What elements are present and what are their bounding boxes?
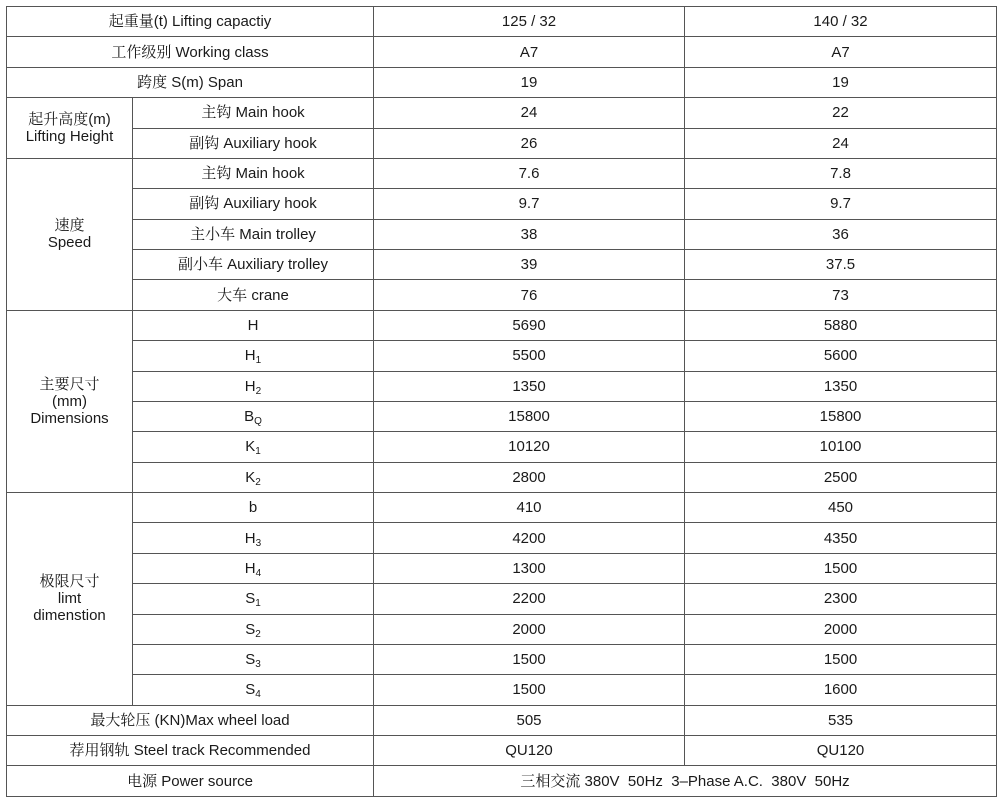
table-row — [7, 98, 997, 128]
table-row — [7, 189, 997, 219]
symbol: K — [245, 468, 256, 486]
table-row — [7, 341, 997, 371]
model-2-lifting-capacity: 140 / 32 — [685, 7, 997, 37]
table-row — [7, 67, 997, 97]
lifting-height-group-label — [7, 98, 133, 159]
table-cell: 2200 — [374, 584, 685, 614]
table-cell: QU120 — [685, 736, 997, 766]
working-class-label: 工作级别 Working class — [7, 37, 374, 67]
symbol-label — [133, 401, 374, 431]
table-cell: 5600 — [685, 341, 997, 371]
limit-dimension-group-label — [7, 493, 133, 706]
table-cell: 73 — [685, 280, 997, 310]
symbol-label — [133, 493, 374, 523]
table-row — [7, 584, 997, 614]
symbol-subscript: 2 — [255, 476, 261, 488]
table-cell: A7 — [685, 37, 997, 67]
span-label: 跨度 S(m) Span — [7, 67, 374, 97]
table-row — [7, 644, 997, 674]
table-row — [7, 371, 997, 401]
table-cell: 19 — [374, 67, 685, 97]
table-cell: 37.5 — [685, 250, 997, 280]
group-label-en: dimenstion — [33, 607, 106, 625]
table-row — [7, 705, 997, 735]
table-cell: 5880 — [685, 310, 997, 340]
table-cell: 1500 — [685, 553, 997, 583]
table-cell: 1350 — [685, 371, 997, 401]
table-cell: 9.7 — [685, 189, 997, 219]
symbol-subscript: 1 — [255, 446, 261, 458]
table-row — [7, 675, 997, 705]
model-1-lifting-capacity: 125 / 32 — [374, 7, 685, 37]
symbol: K — [245, 438, 256, 456]
table-row — [7, 37, 997, 67]
group-label-en: Speed — [47, 234, 92, 252]
table-row — [7, 128, 997, 158]
symbol-label — [133, 584, 374, 614]
table-row — [7, 766, 997, 797]
symbol-subscript: 3 — [255, 659, 261, 671]
table-row — [7, 280, 997, 310]
table-row — [7, 493, 997, 523]
symbol-label — [133, 644, 374, 674]
power-source-value: 三相交流 380V 50Hz 3–Phase A.C. 380V 50Hz — [374, 766, 997, 797]
row-label: 副钩 Auxiliary hook — [133, 189, 374, 219]
table-cell: 7.8 — [685, 158, 997, 188]
symbol-label — [133, 341, 374, 371]
table-row — [7, 250, 997, 280]
symbol: B — [244, 408, 255, 426]
table-cell: 1500 — [374, 644, 685, 674]
table-row — [7, 432, 997, 462]
row-label: 大车 crane — [133, 280, 374, 310]
symbol-label — [133, 310, 374, 340]
table-cell: 26 — [374, 128, 685, 158]
table-row — [7, 523, 997, 553]
table-cell: 39 — [374, 250, 685, 280]
table-cell: 4350 — [685, 523, 997, 553]
row-label: 主小车 Main trolley — [133, 219, 374, 249]
table-row — [7, 7, 997, 37]
table-cell: A7 — [374, 37, 685, 67]
group-label-cn: 极限尺寸 — [39, 573, 100, 591]
row-label: 主钩 Main hook — [133, 98, 374, 128]
table-cell: 10120 — [374, 432, 685, 462]
group-label-cn: 主要尺寸 — [39, 375, 100, 393]
power-source-label: 电源 Power source — [7, 766, 374, 797]
table-cell: 15800 — [374, 401, 685, 431]
row-label: 主钩 Main hook — [133, 158, 374, 188]
table-cell: 505 — [374, 705, 685, 735]
crane-spec-table — [6, 6, 997, 797]
symbol: S — [245, 651, 256, 669]
symbol-label — [133, 432, 374, 462]
row-label: 副小车 Auxiliary trolley — [133, 250, 374, 280]
dimensions-group-label — [7, 310, 133, 492]
table-cell: 2500 — [685, 462, 997, 492]
table-cell: 7.6 — [374, 158, 685, 188]
group-label-cn: 起升高度(m) — [28, 111, 111, 128]
row-label: 副钩 Auxiliary hook — [133, 128, 374, 158]
symbol-label — [133, 523, 374, 553]
table-cell: 76 — [374, 280, 685, 310]
symbol: b — [248, 499, 258, 517]
table-cell: 450 — [685, 493, 997, 523]
table-cell: 24 — [685, 128, 997, 158]
symbol-subscript: 4 — [255, 567, 262, 579]
table-cell: 2000 — [374, 614, 685, 644]
table-row — [7, 310, 997, 340]
symbol-subscript: 2 — [255, 628, 261, 640]
symbol-subscript: 1 — [255, 355, 262, 367]
symbol-label — [133, 614, 374, 644]
symbol: S — [245, 590, 256, 608]
symbol: H — [244, 559, 256, 577]
table-cell: 19 — [685, 67, 997, 97]
table-cell: 1350 — [374, 371, 685, 401]
table-row — [7, 614, 997, 644]
table-row — [7, 736, 997, 766]
table-cell: 2300 — [685, 584, 997, 614]
symbol-label — [133, 371, 374, 401]
table-cell: 1300 — [374, 553, 685, 583]
table-cell: 1500 — [685, 644, 997, 674]
symbol-subscript: 2 — [255, 385, 262, 397]
symbol: H — [244, 347, 256, 365]
symbol: H — [244, 529, 256, 547]
table-row — [7, 401, 997, 431]
table-cell: 2800 — [374, 462, 685, 492]
symbol: S — [245, 620, 256, 638]
symbol-label — [133, 675, 374, 705]
table-cell: 4200 — [374, 523, 685, 553]
table-cell: 535 — [685, 705, 997, 735]
table-cell: 9.7 — [374, 189, 685, 219]
steel-track-label: 荐用钢轨 Steel track Recommended — [7, 736, 374, 766]
table-cell: 5500 — [374, 341, 685, 371]
table-cell: 1600 — [685, 675, 997, 705]
group-label-en: Lifting Height — [25, 128, 114, 145]
table-cell: 38 — [374, 219, 685, 249]
table-cell: 5690 — [374, 310, 685, 340]
table-cell: 410 — [374, 493, 685, 523]
speed-group-label — [7, 158, 133, 310]
symbol: H — [244, 377, 256, 395]
symbol: S — [245, 681, 256, 699]
table-row — [7, 462, 997, 492]
symbol-label — [133, 553, 374, 583]
table-cell: QU120 — [374, 736, 685, 766]
symbol-label — [133, 462, 374, 492]
group-label-unit: (mm) — [52, 392, 87, 410]
table-cell: 15800 — [685, 401, 997, 431]
table-cell: 36 — [685, 219, 997, 249]
table-cell: 24 — [374, 98, 685, 128]
table-cell: 1500 — [374, 675, 685, 705]
group-label-en: Dimensions — [30, 409, 109, 427]
table-row — [7, 553, 997, 583]
table-cell: 22 — [685, 98, 997, 128]
table-row — [7, 219, 997, 249]
symbol-subscript: 1 — [255, 598, 261, 610]
table-cell: 10100 — [685, 432, 997, 462]
group-label-cn: 速度 — [54, 217, 85, 235]
group-label-en: limt — [57, 590, 82, 608]
symbol-subscript: 3 — [255, 537, 262, 549]
table-row — [7, 158, 997, 188]
symbol-subscript: 4 — [255, 689, 261, 701]
symbol-subscript: Q — [254, 416, 262, 428]
symbol: H — [247, 316, 259, 334]
lifting-capacity-label: 起重量(t) Lifting capactiy — [7, 7, 374, 37]
table-cell: 2000 — [685, 614, 997, 644]
max-wheel-load-label: 最大轮压 (KN)Max wheel load — [7, 705, 374, 735]
